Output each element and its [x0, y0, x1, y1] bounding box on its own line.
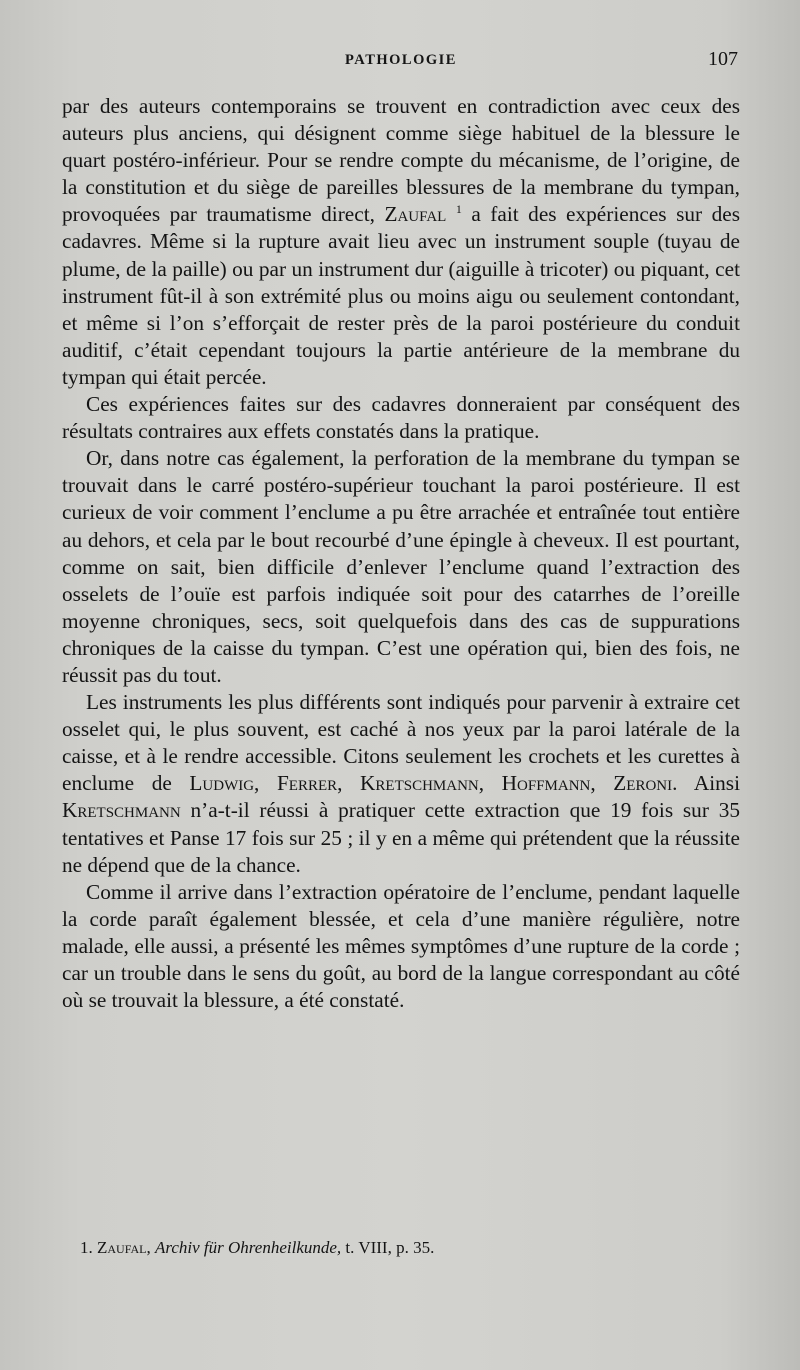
paragraph-4 — [62, 689, 740, 879]
author-zaufal: Zaufal — [384, 202, 447, 227]
paragraph-3: Or, dans notre cas également, la perforation de la membrane du tympan se trouvait dans le carré postéro-supérieur touchant la paroi postérieure. Il est curieux de voir comment l’enclume a pu être arrachée et entraînée tout entière au dehors, et cela par le bout recourbé d’une épingle à cheveux. Il est pourtant, comme on sait, bien difficile d’enlever l’enclume quand l’extraction des osselets de l’ouïe est parfois indiquée soit pour des catarrhes de l’oreille moyenne chroniques, secs, soit quelquefois dans des cas de suppurations chroniques de la caisse du tympan. C’est une opération qui, bien des fois, ne réussit pas du tout. — [62, 446, 740, 687]
running-head: PATHOLOGIE — [345, 52, 457, 68]
paragraph-1 — [62, 93, 740, 391]
footnote-number: 1. — [80, 1238, 93, 1257]
footnote-reference: 1 — [455, 202, 462, 217]
paragraph-2: Ces expériences faites sur des cadavres donneraient par conséquent des résultats contraires aux effets constatés dans la pratique. — [62, 392, 740, 444]
footnote-author: Zaufal, — [97, 1238, 151, 1257]
paragraph-5: Comme il arrive dans l’extraction opératoire de l’enclume, pendant laquelle la corde paraît également blessée, et cela d’une manière régulière, notre malade, elle aussi, a présenté les mêmes symptômes d’une rupture de la corde ; car un trouble dans le sens du goût, au bord de la langue correspondant au côté où se trouvait la blessure, a été constaté. — [62, 879, 740, 1013]
paragraph-1-part-a: par des auteurs contemporains se trouvent en contradiction avec ceux des auteurs plus anciens, qui désignent comme siège habituel de la blessure le quart postéro-inférieur. Pour se rendre compte du mécanisme, de l’origine, de la constitution et du siège de pareilles blessures de la membrane du tympan, provoquées par traumatisme direct, — [62, 94, 740, 227]
page-header — [62, 48, 740, 74]
author-kretschmann: Kretschmann — [62, 798, 181, 823]
footnote — [80, 1238, 740, 1258]
paragraph-4-part-c: n’a-t-il réussi à pratiquer cette extraction que 19 fois sur 35 tentatives et Panse 17 fois sur 25 ; il y en a même qui prétendent que la réussite ne dépend que de la chance. — [62, 798, 740, 877]
paragraph-1-part-b: a fait des expériences sur des cadavres. Même si la rupture avait lieu avec un instrument souple (tuyau de plume, de la paille) ou par un instrument dur (aiguille à tricoter) ou piquant, cet instrument fût-il à son extrémité plus ou moins aigu ou seulement contondant, et même si l’on s’efforçait de rester près de la paroi postérieure du conduit auditif, c’était cependant toujours la partie antérieure de la membrane du tympan qui était percée. — [62, 202, 740, 389]
paragraph-4-part-a: Les instruments les plus différents sont indiqués pour parvenir à extraire cet osselet qui, le plus souvent, est caché à nos yeux par la paroi latérale de la caisse, et à le rendre accessible. Citons seulement les crochets et les curettes à enclume de — [62, 690, 740, 796]
author-names: Ludwig, Ferrer, Kretschmann, Hoffmann, Zeroni. — [189, 771, 678, 796]
footnote-reference-detail: t. VIII, p. 35. — [345, 1238, 435, 1257]
body-text — [62, 93, 740, 1014]
paragraph-4-part-b: Ainsi — [693, 771, 740, 796]
footnote-journal: Archiv für Ohrenheilkunde, — [155, 1238, 342, 1257]
page-number: 107 — [708, 48, 738, 70]
